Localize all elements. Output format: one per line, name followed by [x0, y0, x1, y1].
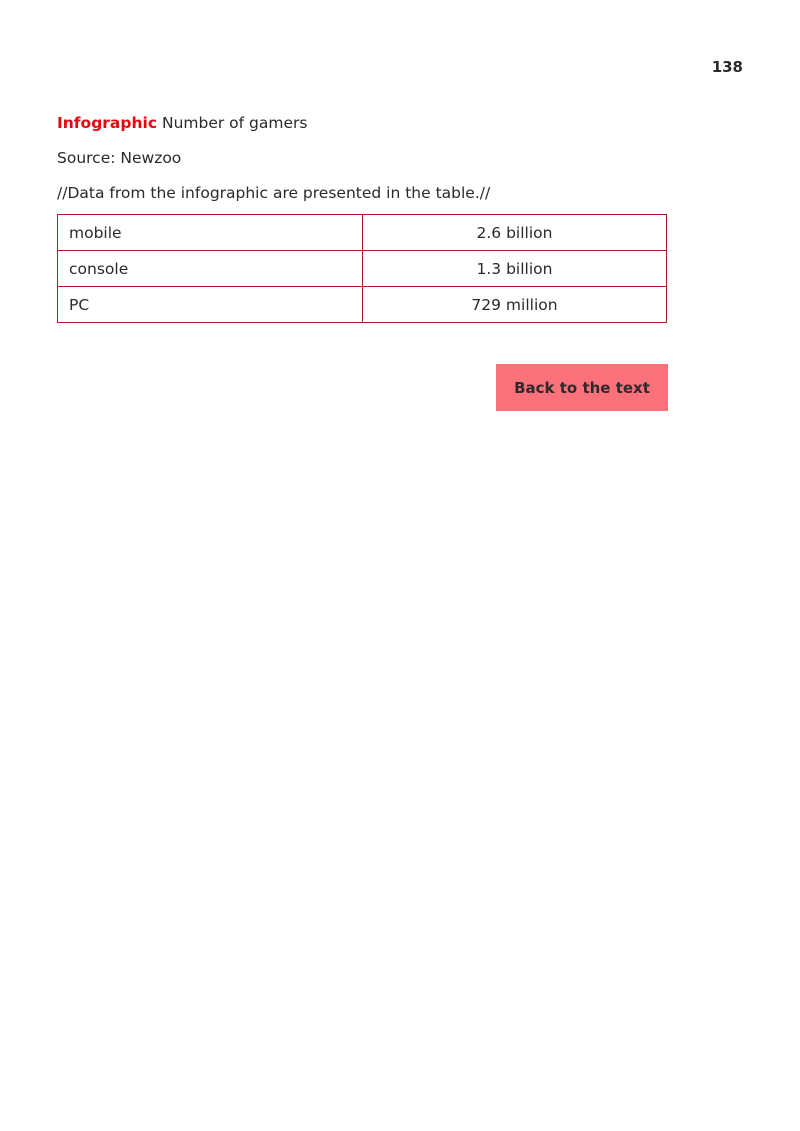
platform-cell: console	[58, 251, 363, 287]
gamers-table	[57, 214, 667, 323]
table-row	[58, 215, 667, 251]
infographic-title-text: Number of gamers	[161, 114, 308, 132]
infographic-title	[57, 113, 669, 133]
data-note: //Data from the infographic are presented in the table.//	[57, 184, 491, 202]
value-cell: 729 million	[363, 287, 667, 323]
value-cell: 1.3 billion	[363, 251, 667, 287]
value-cell: 2.6 billion	[363, 215, 667, 251]
platform-cell: PC	[58, 287, 363, 323]
back-to-text-button[interactable]: Back to the text	[496, 364, 668, 411]
source-line: Source: Newzoo	[57, 149, 182, 167]
infographic-label: Infographic	[57, 114, 158, 132]
table-row	[58, 287, 667, 323]
content-area	[57, 113, 669, 323]
table-row	[58, 251, 667, 287]
page-number: 138	[711, 58, 743, 76]
platform-cell: mobile	[58, 215, 363, 251]
